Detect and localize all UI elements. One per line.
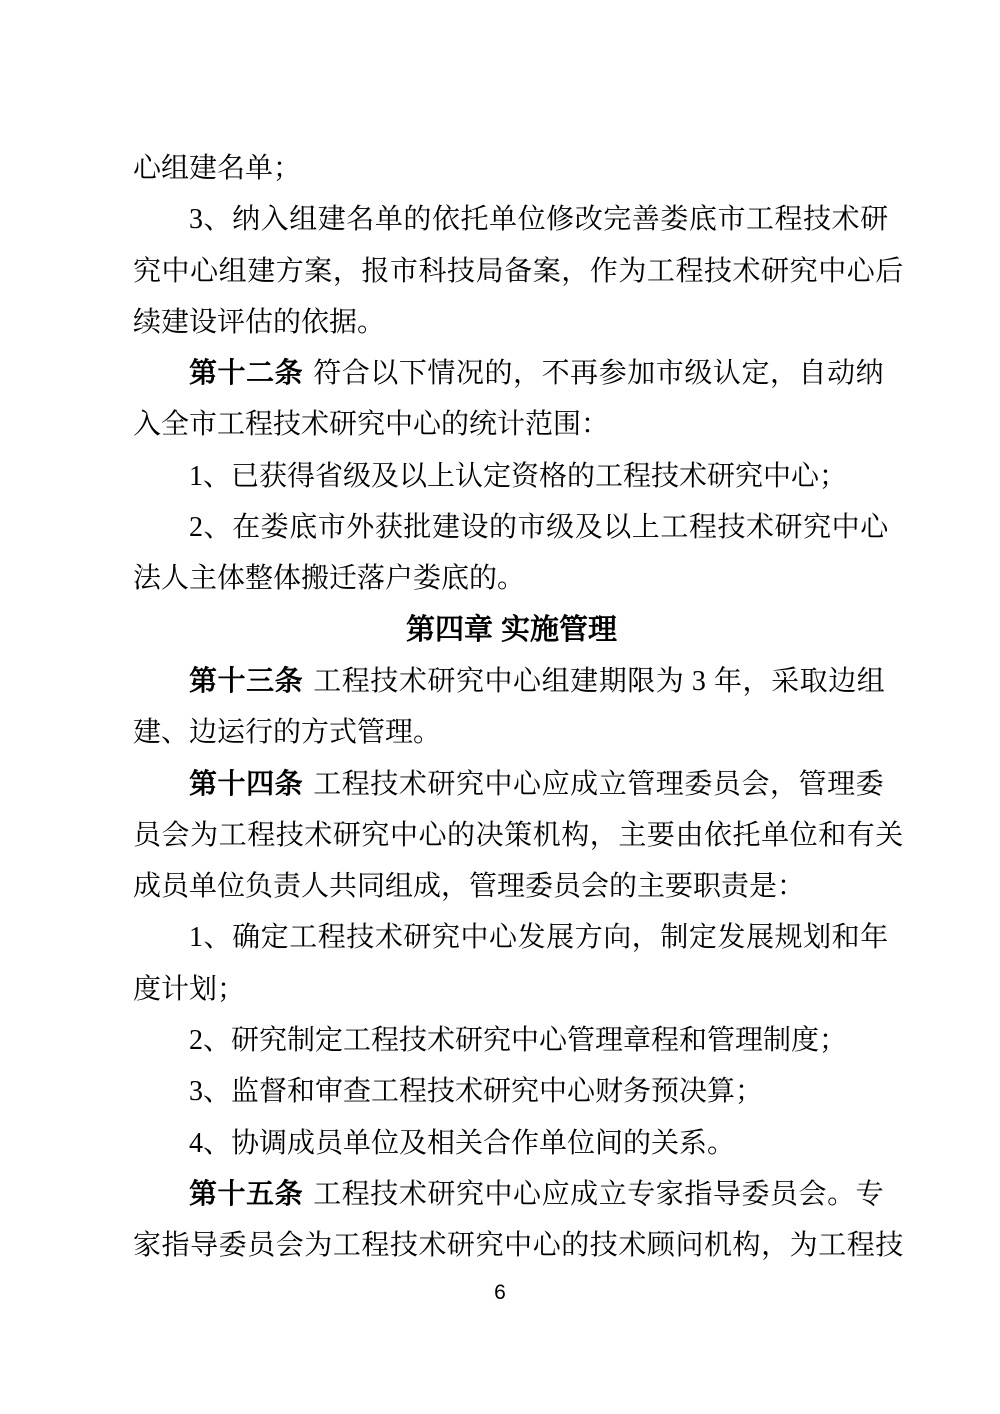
paragraph <box>133 1015 890 1066</box>
line-text: 1、确定工程技术研究中心发展方向，制定发展规划和年 <box>189 922 889 954</box>
paragraph <box>133 1066 890 1117</box>
text-line <box>133 964 890 1015</box>
paragraph <box>133 451 890 502</box>
paragraph <box>133 759 904 913</box>
line-text: 3、监督和审查工程技术研究中心财务预决算； <box>189 1076 764 1108</box>
text-line <box>133 348 890 399</box>
text-line <box>133 656 890 707</box>
text-line <box>133 246 904 297</box>
line-text: 工程技术研究中心应成立管理委员会，管理委 <box>313 768 885 800</box>
line-text: 建、边运行的方式管理。 <box>133 717 442 749</box>
line-text: 续建设评估的依据。 <box>133 306 386 338</box>
line-text: 3、纳入组建名单的依托单位修改完善娄底市工程技术研 <box>189 204 889 236</box>
text-line <box>133 810 904 861</box>
text-line <box>133 143 890 194</box>
line-text: 家指导委员会为工程技术研究中心的技术顾问机构，为工程技 <box>133 1230 904 1262</box>
paragraph <box>133 1118 890 1169</box>
line-text: 法人主体整体搬迁落户娄底的。 <box>133 563 526 595</box>
paragraph <box>133 1169 904 1272</box>
paragraph <box>133 502 890 605</box>
text-line <box>133 1169 890 1220</box>
line-text: 2、研究制定工程技术研究中心管理章程和管理制度； <box>189 1025 848 1057</box>
article-number: 第十二条 <box>189 358 304 390</box>
text-line <box>133 451 890 502</box>
article-number: 第十四条 <box>189 768 304 800</box>
line-text: 1、已获得省级及以上认定资格的工程技术研究中心； <box>189 460 848 492</box>
line-text: 成员单位负责人共同组成，管理委员会的主要职责是： <box>133 871 806 903</box>
paragraph <box>133 143 890 194</box>
line-text: 究中心组建方案，报市科技局备案，作为工程技术研究中心后 <box>133 255 904 287</box>
page-number: 6 <box>494 1281 506 1304</box>
article-number: 第十三条 <box>189 665 304 697</box>
text-line <box>133 194 890 245</box>
line-text: 工程技术研究中心组建期限为 3 年，采取边组 <box>313 665 886 697</box>
text-line <box>133 1220 904 1271</box>
text-line <box>133 502 890 553</box>
text-line <box>133 297 890 348</box>
line-text: 符合以下情况的，不再参加市级认定，自动纳 <box>313 358 885 390</box>
line-text: 员会为工程技术研究中心的决策机构，主要由依托单位和有关 <box>133 819 904 851</box>
line-text: 工程技术研究中心应成立专家指导委员会。专 <box>313 1178 885 1210</box>
paragraph <box>133 348 890 451</box>
text-line <box>133 1015 890 1066</box>
paragraph <box>133 194 904 348</box>
paragraph <box>133 656 890 759</box>
line-text: 心组建名单； <box>133 153 302 184</box>
document-body <box>133 143 904 1272</box>
text-line <box>133 1066 890 1117</box>
line-text: 入全市工程技术研究中心的统计范围： <box>133 409 610 441</box>
line-text: 4、协调成员单位及相关合作单位间的关系。 <box>189 1127 736 1159</box>
paragraph <box>133 912 890 1015</box>
article-number: 第十五条 <box>189 1178 304 1210</box>
text-line <box>133 1118 890 1169</box>
text-line <box>133 759 890 810</box>
text-line <box>133 861 890 912</box>
text-line <box>133 553 890 604</box>
text-line <box>133 912 890 963</box>
line-text: 度计划； <box>133 973 246 1005</box>
text-line <box>133 399 890 450</box>
chapter-heading: 第四章 实施管理 <box>405 613 618 646</box>
line-text: 2、在娄底市外获批建设的市级及以上工程技术研究中心 <box>189 512 889 544</box>
text-line <box>133 707 890 758</box>
